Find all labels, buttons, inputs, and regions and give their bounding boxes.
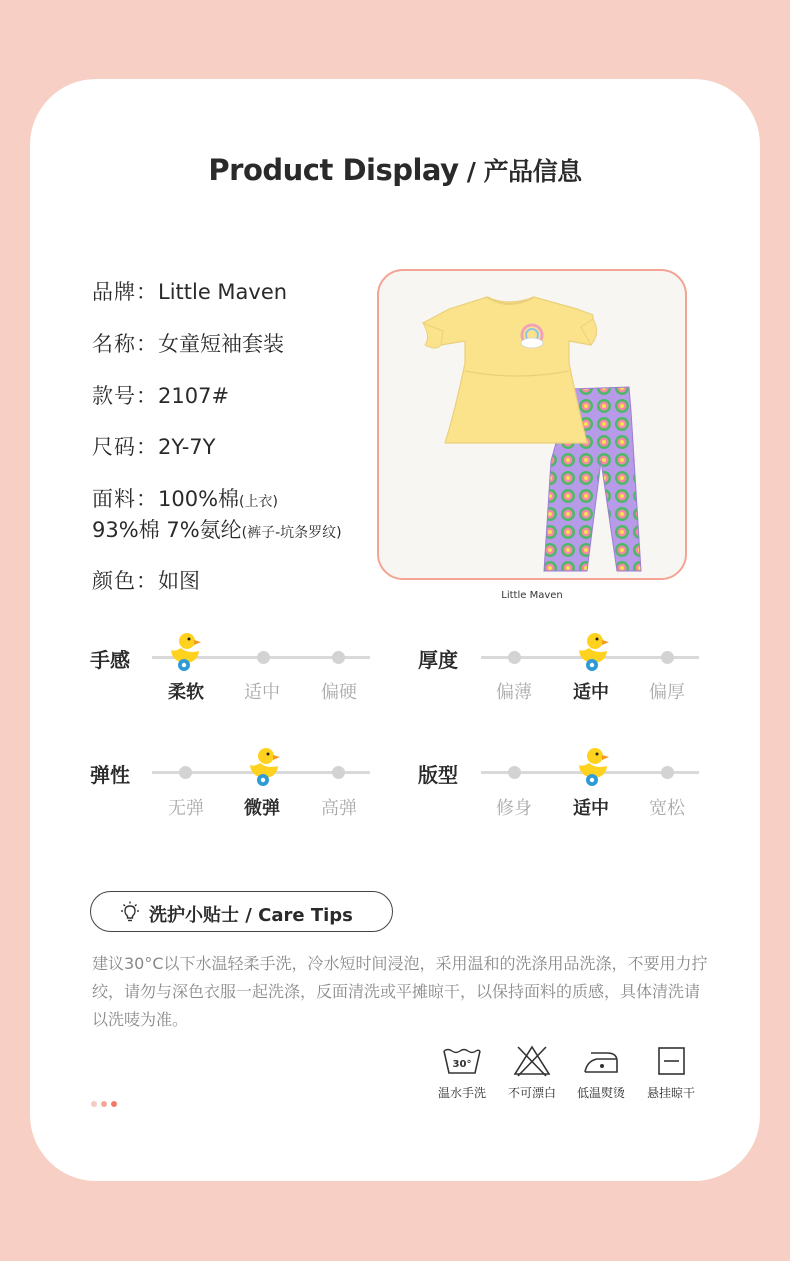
fabric-note-pants: (裤子-坑条罗纹) (241, 525, 342, 541)
hang-dry-label: 悬挂晾干 (646, 1086, 695, 1100)
duck-marker-icon (247, 747, 281, 787)
scale-thickness-label: 厚度 (418, 648, 458, 672)
scale-elasticity-dot (332, 766, 345, 779)
scale-hand-feel-dot (332, 651, 345, 664)
info-fabric-line2 (92, 514, 342, 544)
scale-fit-dot (661, 766, 674, 779)
product-image (377, 269, 687, 580)
info-name (92, 328, 284, 358)
product-illustration (379, 271, 685, 578)
size-label: 尺码： (92, 435, 158, 459)
duck-marker-icon (168, 632, 202, 672)
scale-hand-feel-option-hard: 偏硬 (321, 682, 357, 703)
color-value: 如图 (158, 569, 200, 593)
scale-hand-feel-dot (257, 651, 270, 664)
scale-thickness-option-medium: 适中 (573, 682, 609, 703)
name-label: 名称： (92, 332, 158, 356)
care-icon-hang-dry (636, 1045, 706, 1101)
duck-marker-icon (576, 632, 610, 672)
scale-fit-option-regular: 适中 (573, 798, 609, 819)
care-tips-title: 洗护小贴士 / Care Tips (149, 905, 353, 926)
scale-fit-option-slim: 修身 (496, 798, 532, 819)
scale-elasticity-label: 弹性 (90, 763, 130, 787)
title-sep: / (458, 157, 484, 186)
color-label: 颜色： (92, 569, 158, 593)
scale-hand-feel-option-medium: 适中 (244, 682, 280, 703)
low-iron-icon (581, 1045, 621, 1077)
fabric-value: 100%棉 (158, 487, 240, 511)
hand-wash-icon (442, 1045, 482, 1077)
care-tips-header (90, 891, 393, 932)
info-brand (92, 276, 287, 306)
duck-marker-icon (576, 747, 610, 787)
scale-thickness-dot (661, 651, 674, 664)
svg-text:30°: 30° (452, 1059, 472, 1070)
dot (101, 1101, 107, 1107)
dot (111, 1101, 117, 1107)
scale-thickness-option-thick: 偏厚 (649, 682, 685, 703)
care-icon-low-iron (566, 1045, 636, 1101)
care-instructions: 建议30°C以下水温轻柔手洗，冷水短时间浸泡，采用温和的洗涤用品洗涤，不要用力拧绞，请勿与深色衣服一起洗涤，反面清洗或平摊晾干，以保持面料的质感，具体清洗请以洗唛为准。 (92, 954, 708, 1029)
info-size (92, 431, 215, 461)
info-style-no (92, 380, 229, 410)
scale-fit-dot (508, 766, 521, 779)
scale-thickness-dot (508, 651, 521, 664)
no-bleach-label: 不可漂白 (507, 1086, 556, 1100)
style-no-label: 款号： (92, 384, 158, 408)
low-iron-label: 低温熨烫 (576, 1086, 625, 1100)
scale-thickness-option-thin: 偏薄 (496, 682, 532, 703)
scale-elasticity-dot (179, 766, 192, 779)
scale-elasticity-option-slight: 微弹 (244, 798, 280, 819)
size-value: 2Y-7Y (158, 435, 216, 459)
scale-elasticity-option-high: 高弹 (321, 798, 357, 819)
pagination-dots (91, 1092, 121, 1111)
care-icon-no-bleach (497, 1045, 567, 1101)
brand-label: 品牌： (92, 280, 158, 304)
title-en: Product Display (208, 153, 459, 187)
style-no-value: 2107# (158, 384, 230, 408)
info-fabric (92, 483, 278, 513)
hand-wash-label: 温水手洗 (437, 1086, 486, 1100)
hang-dry-icon (651, 1045, 691, 1077)
product-image-caption: Little Maven (501, 590, 563, 601)
title-cn: 产品信息 (483, 157, 582, 186)
scale-hand-feel-option-soft: 柔软 (168, 682, 204, 703)
fabric-note-top: (上衣) (239, 494, 278, 510)
scale-elasticity-option-none: 无弹 (168, 798, 204, 819)
scale-fit-option-loose: 宽松 (649, 798, 685, 819)
fabric-label: 面料： (92, 487, 158, 511)
no-bleach-icon (512, 1045, 552, 1077)
lightbulb-icon (119, 901, 141, 923)
dot (91, 1101, 97, 1107)
page-title (0, 152, 790, 188)
info-color (92, 565, 200, 595)
brand-value: Little Maven (158, 280, 288, 304)
care-icon-hand-wash (427, 1045, 497, 1101)
fabric-line2: 93%棉 7%氨纶 (92, 518, 242, 542)
scale-fit-label: 版型 (418, 763, 458, 787)
scale-hand-feel-label: 手感 (90, 648, 130, 672)
name-value: 女童短袖套装 (158, 332, 284, 356)
